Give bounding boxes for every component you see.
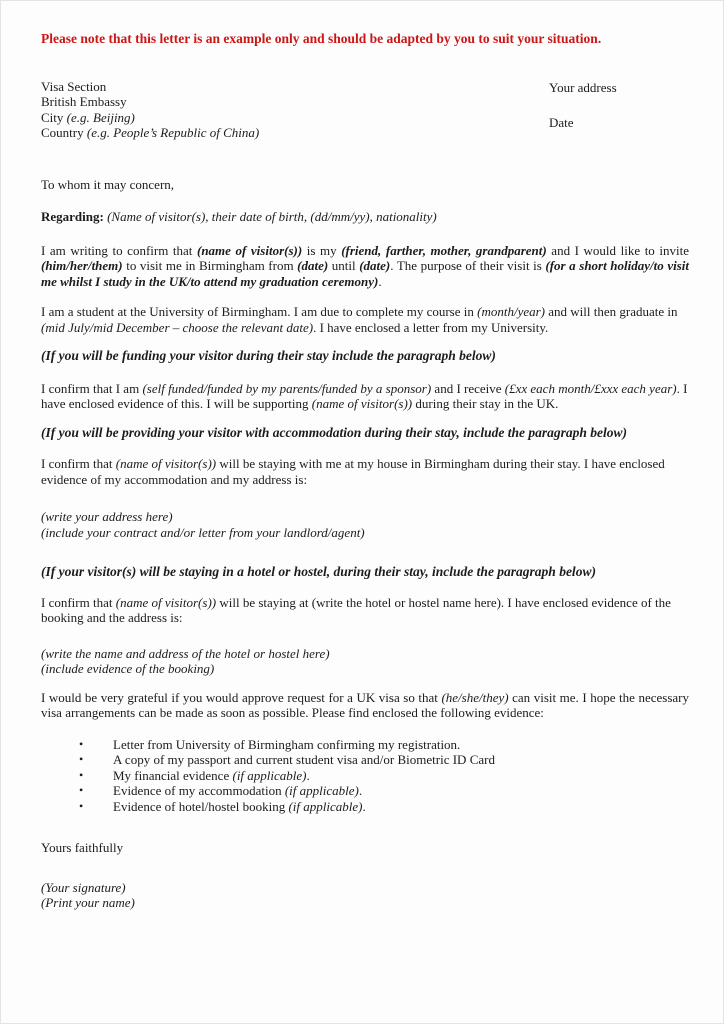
hotel-paragraph: I confirm that (name of visitor(s)) will be staying at (write the hotel or hostel name here). I have enclosed evidence of the booking and the address is: xyxy=(41,594,671,625)
sender-meta-block xyxy=(549,79,689,141)
signature-line: (Your signature) xyxy=(41,879,126,895)
evidence-item: • A copy of my passport and current student visa and/or Biometric ID Card xyxy=(113,752,689,768)
closing-paragraph: I would be very grateful if you would approve request for a UK visa so that (he/she/they) can visit me. I hope the necessary visa arrangements can be made as soon as possible. Please find enclosed the following evidence: xyxy=(41,689,690,720)
signature-block xyxy=(41,880,689,911)
address-placeholder-block xyxy=(41,509,689,540)
evidence-item: • My financial evidence (if applicable). xyxy=(113,768,689,784)
evidence-item: • Evidence of hotel/hostel booking (if applicable). xyxy=(113,799,689,815)
funding-note: (If you will be funding your visitor during their stay include the paragraph below) xyxy=(41,348,496,363)
address-header-row xyxy=(41,79,689,141)
placeholder-line: (write your address here) xyxy=(41,509,173,524)
evidence-list xyxy=(41,737,689,815)
intro-paragraph: I am writing to confirm that (name of visitor(s)) is my (friend, farther, mother, grandparent) and I would like to invite (him/her/them) to visit me in Birmingham from (date) until (date). The purpose of their visit is (for a short holiday/to visit me whilst I study in the UK/to attend my graduation ceremony). xyxy=(41,242,689,289)
placeholder-line: (include your contract and/or letter from your landlord/agent) xyxy=(41,524,365,540)
evidence-item: • Evidence of my accommodation (if applicable). xyxy=(113,783,689,799)
hotel-placeholder-block xyxy=(41,646,689,677)
recipient-line: British Embassy xyxy=(41,94,127,109)
recipient-line: Country (e.g. People’s Republic of China) xyxy=(41,125,260,140)
student-paragraph: I am a student at the University of Birmingham. I am due to complete my course in (month/year) and will then graduate in (mid July/mid December – choose the relevant date). I have enclosed a letter from my University. xyxy=(41,304,678,335)
recipient-line: City (e.g. Beijing) xyxy=(41,109,135,125)
funding-paragraph: I confirm that I am (self funded/funded by my parents/funded by a sponsor) and I receive (£xx each month/£xxx each year). I have enclosed evidence of this. I will be supporting (name of visitor(s)) during their stay in the UK. xyxy=(41,380,688,411)
placeholder-line: (include evidence of the booking) xyxy=(41,661,215,676)
accommodation-note: (If you will be providing your visitor with accommodation during their stay, include the paragraph below) xyxy=(41,424,628,440)
example-only-notice: Please note that this letter is an example only and should be adapted by you to suit your situation. xyxy=(41,31,602,46)
signature-line: (Print your name) xyxy=(41,895,135,910)
placeholder-line: (write the name and address of the hotel or hostel here) xyxy=(41,645,330,661)
recipient-address-block xyxy=(41,79,421,141)
signoff: Yours faithfully xyxy=(41,840,124,855)
accommodation-paragraph: I confirm that (name of visitor(s)) will be staying with me at my house in Birmingham during their stay. I have enclosed evidence of my accommodation and my address is: xyxy=(41,456,665,487)
your-address-label: Your address xyxy=(549,79,617,95)
hotel-note: (If your visitor(s) will be staying in a hotel or hostel, during their stay, include the paragraph below) xyxy=(41,564,596,579)
salutation: To whom it may concern, xyxy=(41,176,175,192)
regarding-line: Regarding: (Name of visitor(s), their date of birth, (dd/mm/yy), nationality) xyxy=(41,209,437,224)
evidence-item: • Letter from University of Birmingham confirming my registration. xyxy=(113,737,689,753)
date-label: Date xyxy=(549,115,574,130)
recipient-line: Visa Section xyxy=(41,78,107,94)
